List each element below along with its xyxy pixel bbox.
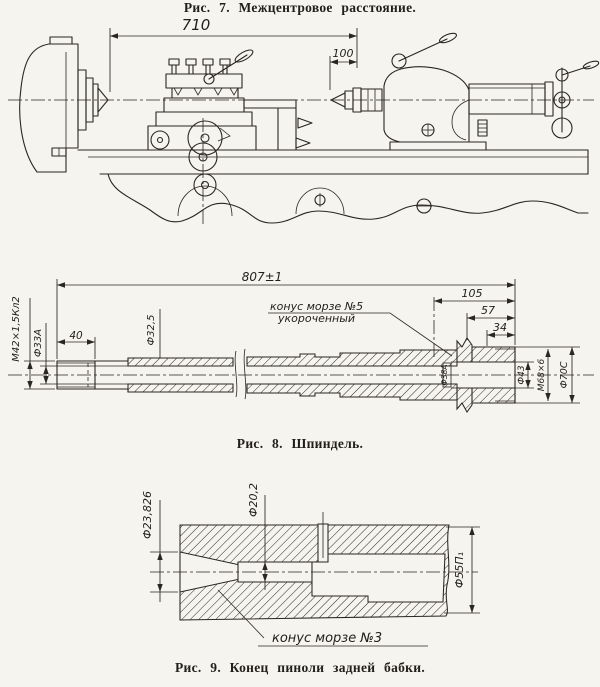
dia-55-label: Ф55П₁ xyxy=(453,551,466,589)
toolpost-lever-grip xyxy=(233,48,254,65)
dimension-d32-5 xyxy=(146,309,160,358)
lathe-bed xyxy=(78,118,588,226)
dimension-710 xyxy=(110,16,357,92)
figure-7-lathe-drawing xyxy=(0,0,600,229)
tailstock-barrel xyxy=(469,84,545,114)
figure-9-quill-drawing xyxy=(0,470,600,660)
dia-23-826-label: Ф23,826 xyxy=(141,491,154,539)
dimension-100 xyxy=(330,47,357,90)
dim-807-label: 807±1 xyxy=(241,270,283,284)
caption-figure-7: Рис. 7. Межцентровое расстояние. xyxy=(183,0,417,15)
caption-figure-9: Рис. 9. Конец пиноли задней бабки. xyxy=(175,660,425,675)
tool-bit xyxy=(296,138,310,148)
apron-gear xyxy=(194,174,216,196)
serrated-flange xyxy=(457,388,472,412)
dimension-40 xyxy=(57,330,95,359)
cross-feed-handwheel xyxy=(151,131,169,149)
dimension-d23-826 xyxy=(141,491,178,602)
inner-cavity xyxy=(312,554,445,602)
dia-70-label: Ф70С xyxy=(559,361,570,389)
break-line xyxy=(244,349,246,399)
tailstock xyxy=(331,31,600,150)
morse-taper-5-note xyxy=(268,300,452,356)
serrated-flange xyxy=(457,338,472,362)
dimension-105 xyxy=(434,287,515,304)
dia-20-2-label: Ф20,2 xyxy=(247,483,260,517)
break-line xyxy=(235,351,237,397)
quill-body xyxy=(150,512,478,620)
caption-figure-8: Рис. 8. Шпиндель. xyxy=(236,436,364,451)
dim-105-label: 105 xyxy=(461,287,483,300)
thread-m42-label: М42×1,5Кл2 xyxy=(11,296,22,362)
dim-57-label: 57 xyxy=(481,304,495,317)
dimension-d70 xyxy=(559,347,575,403)
thread-m68-label: М68×6 xyxy=(537,358,547,392)
dia-33-label: Ф33А xyxy=(33,328,44,358)
morse5-note-line2: укороченный xyxy=(278,312,356,325)
morse3-note-label: конус морзе №3 xyxy=(272,631,383,646)
dimension-34 xyxy=(487,321,515,346)
tool-bit xyxy=(298,118,312,128)
dia-32-5-label: Ф32,5 xyxy=(146,314,157,346)
headstock xyxy=(20,37,108,172)
dim-40-label: 40 xyxy=(69,330,83,342)
dia-38-label: Ф38А xyxy=(440,364,449,386)
morse5-note-line1: конус морзе №5 xyxy=(270,300,364,313)
dim-34-label: 34 xyxy=(493,321,507,334)
tool-bar xyxy=(244,100,296,108)
dim-710-label: 710 xyxy=(181,16,211,34)
dimension-d55 xyxy=(444,527,480,613)
dim-100-label: 100 xyxy=(332,47,354,60)
dia-43-label: Ф43 xyxy=(517,365,527,385)
figure-8-spindle-drawing xyxy=(0,263,600,435)
